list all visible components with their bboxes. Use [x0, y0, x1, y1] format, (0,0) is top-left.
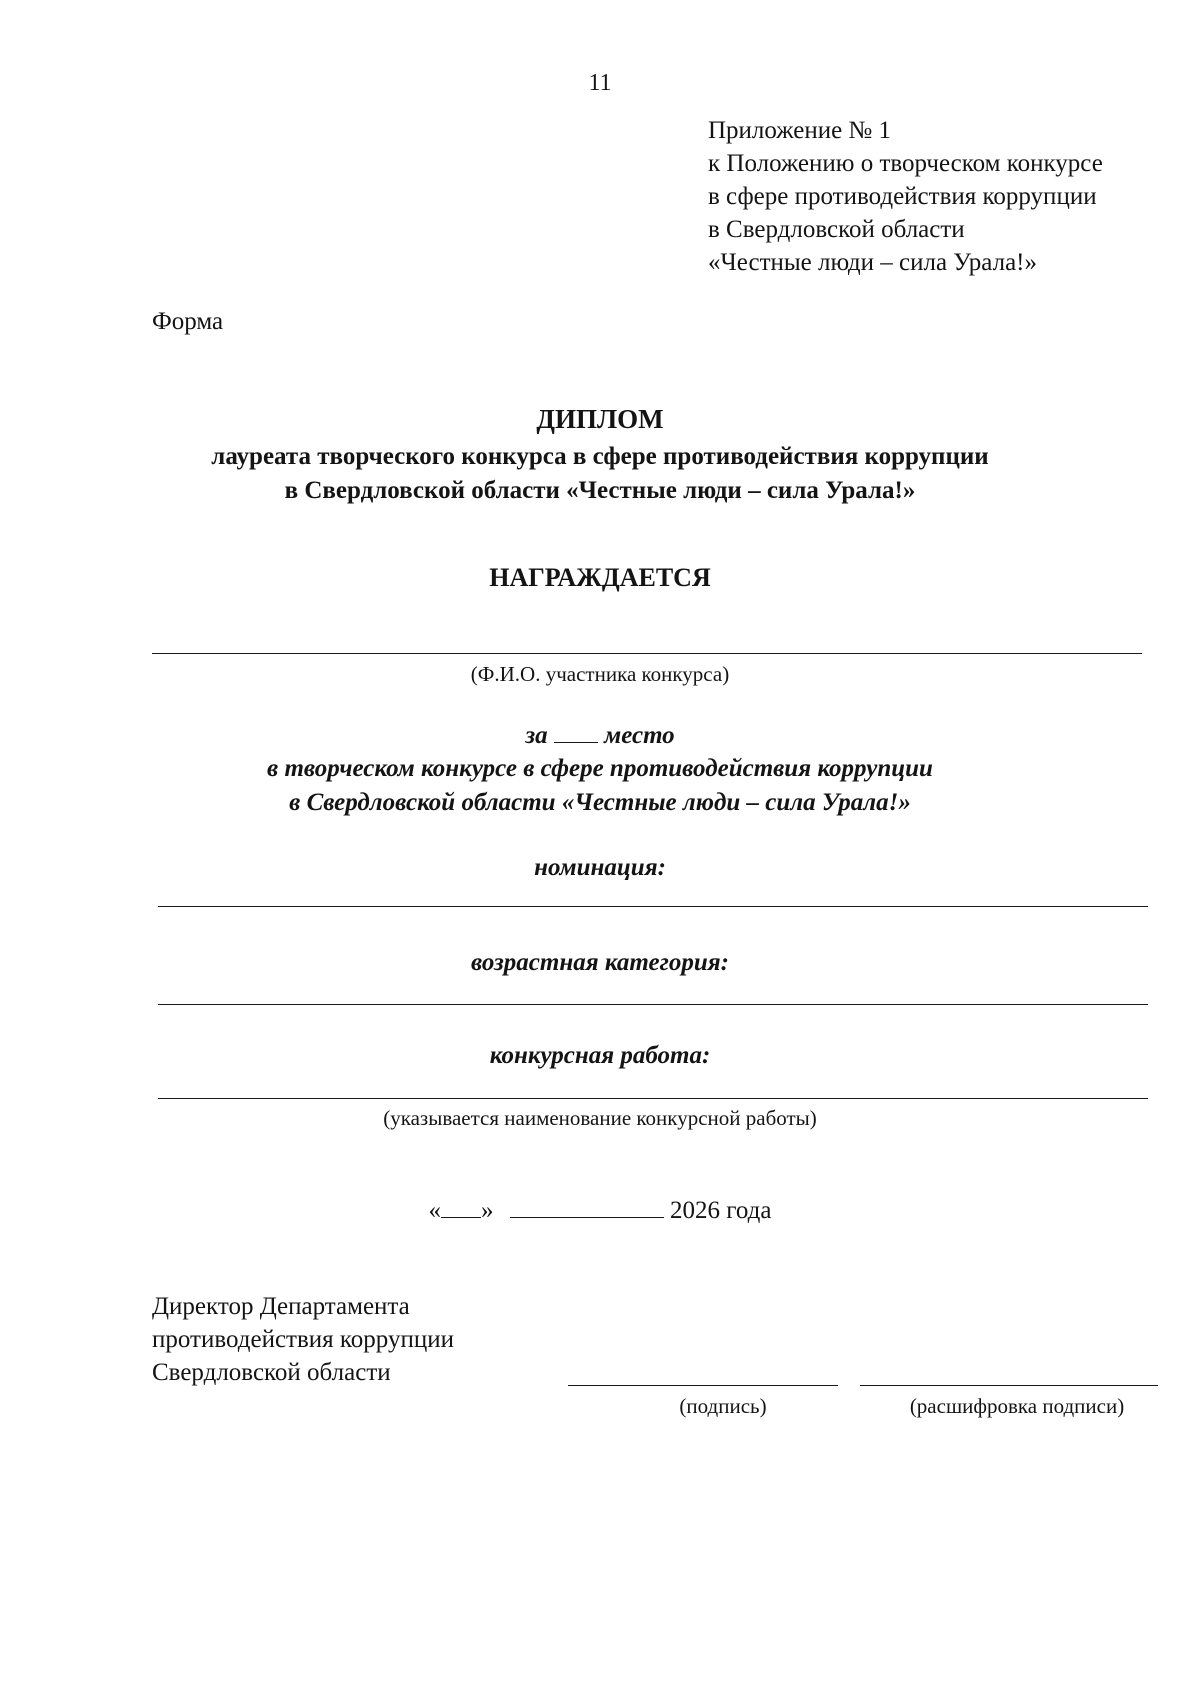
- diploma-title: ДИПЛОМ: [536, 404, 664, 434]
- appendix-line: в Свердловской области: [708, 216, 965, 243]
- nomination-label: номинация:: [534, 854, 666, 881]
- signatory-block: [152, 1290, 454, 1389]
- name-caption: (Ф.И.О. участника конкурса): [470, 662, 730, 686]
- age-category-line[interactable]: [158, 1004, 1148, 1005]
- date-open-quote: «: [428, 1197, 441, 1224]
- date-year: 2026 года: [670, 1197, 772, 1224]
- appendix-line: к Положению о творческом конкурсе: [708, 150, 1103, 177]
- age-category-label: возрастная категория:: [471, 949, 729, 976]
- appendix-line: в сфере противодействия коррупции: [708, 183, 1097, 210]
- nomination-line[interactable]: [158, 906, 1148, 907]
- signature-caption: (подпись): [679, 1394, 767, 1418]
- awarded-heading: НАГРАЖДАЕТСЯ: [489, 563, 711, 592]
- diploma-subtitle-line-1: лауреата творческого конкурса в сфере противодействия коррупции: [211, 443, 989, 470]
- signatory-line: Свердловской области: [152, 1359, 391, 1386]
- signature-line[interactable]: [568, 1385, 838, 1386]
- appendix-block: [708, 114, 1103, 279]
- place-prefix: за: [525, 722, 548, 749]
- page-number: 11: [588, 70, 612, 96]
- appendix-line: Приложение № 1: [708, 117, 892, 144]
- diploma-subtitle-line-2: в Свердловской области «Честные люди – сила Урала!»: [284, 477, 916, 504]
- date-line: [0, 1195, 1200, 1225]
- form-label: Форма: [152, 308, 224, 335]
- signature-decryption-caption: (расшифровка подписи): [909, 1394, 1125, 1418]
- signatory-line: Директор Департамента: [152, 1293, 410, 1320]
- place-number-blank[interactable]: [554, 720, 598, 743]
- place-contest-line-2: в Свердловской области «Честные люди – сила Урала!»: [289, 789, 911, 816]
- work-caption: (указывается наименование конкурсной работы): [383, 1106, 817, 1130]
- date-day-blank[interactable]: [441, 1195, 481, 1218]
- date-month-blank[interactable]: [510, 1195, 664, 1218]
- place-contest-line-1: в творческом конкурсе в сфере противодействия коррупции: [267, 755, 933, 782]
- signatory-line: противодействия коррупции: [152, 1326, 454, 1353]
- date-close-quote: »: [481, 1197, 494, 1224]
- work-label: конкурсная работа:: [489, 1042, 711, 1069]
- signature-decryption-line[interactable]: [860, 1385, 1158, 1386]
- work-line[interactable]: [158, 1098, 1148, 1099]
- place-suffix: место: [604, 722, 675, 749]
- place-line: [0, 720, 1200, 750]
- name-line[interactable]: [152, 653, 1142, 654]
- appendix-line: «Честные люди – сила Урала!»: [708, 249, 1038, 276]
